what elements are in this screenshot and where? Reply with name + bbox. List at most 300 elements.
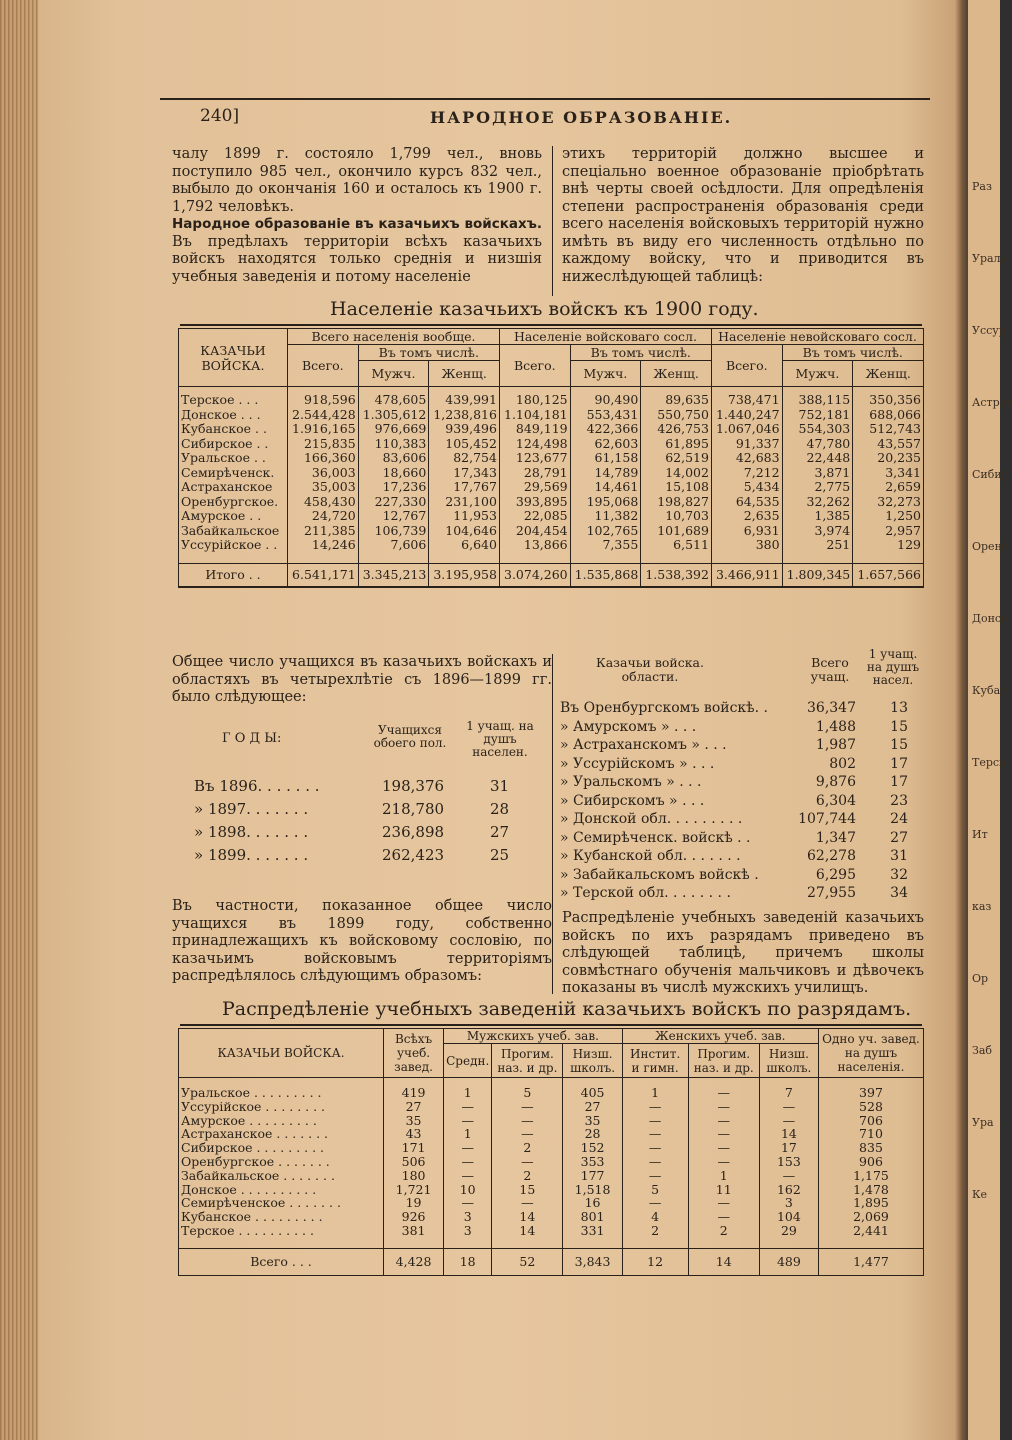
total-cell: 18 (444, 1248, 492, 1275)
value-cell: 61,895 (641, 437, 712, 452)
value-cell: 61,158 (570, 451, 641, 466)
value-cell: 5 (492, 1078, 563, 1100)
students-value: 262,423 (382, 846, 445, 864)
table-row (179, 1210, 924, 1224)
value-cell: 215,835 (288, 437, 359, 452)
area-students-value: 62,278 (807, 848, 856, 864)
institutions-table (178, 1028, 924, 1276)
area-students-value: 6,295 (815, 866, 856, 883)
value-cell: 2,069 (818, 1210, 923, 1224)
col-header-total: Всего. (288, 345, 359, 387)
area-students-value: 802 (829, 755, 856, 772)
value-cell: 10 (444, 1183, 492, 1197)
value-cell: 3,974 (782, 524, 853, 539)
army-name-cell: Семирѣченское . . . . . . . (179, 1196, 384, 1210)
table3-title: Распредѣленіе учебныхъ заведеній казачьихъ войскъ по разрядамъ. (222, 998, 912, 1020)
value-cell: 3,871 (782, 466, 853, 481)
value-cell: 6,931 (711, 524, 782, 539)
army-name-cell: Донское . . . . . . . . . . (179, 1183, 384, 1197)
ratio-value: 31 (490, 777, 510, 795)
value-cell: 204,454 (499, 524, 570, 539)
value-cell: — (759, 1114, 818, 1128)
column-divider (552, 146, 553, 296)
value-cell: 83,606 (358, 451, 429, 466)
value-cell: 1,250 (853, 509, 924, 524)
army-name-cell: Кубанское . . . . . . . . . (179, 1210, 384, 1224)
value-cell: 738,471 (711, 387, 782, 408)
table-row (179, 1155, 924, 1169)
adjacent-page-text: Донск (972, 612, 1008, 625)
value-cell: 7,355 (570, 538, 641, 563)
students-paragraph-2: Въ частности, показанное общее число учащихся въ 1899 году, собственно принадлежащихъ къ войсковому сословію, по казачьимъ войсковымъ территоріямъ распредѣлялось слѣдующимъ образомъ: (172, 898, 552, 984)
army-name-cell: Уральское . . (179, 451, 288, 466)
table-row (179, 509, 924, 524)
col-header-male: Мужч. (570, 361, 641, 387)
intro-paragraph-right: этихъ территорій должно высшее и спеціально военное образованіе пріобрѣтать внѣ черты своей осѣдлости. Для опредѣленія степени распространенія образованія среди всего населенія войсковыхъ территорій нужно имѣть въ виду его численность отдѣльно по каждому войску, что и приводится въ нижеслѣдующей таблицѣ: (562, 146, 924, 285)
area-students-value: 36,347 (807, 700, 856, 716)
total-row (179, 1248, 924, 1275)
adjacent-page-text: Уссур (972, 324, 1006, 337)
col-group-female-inst: Женскихъ учеб. зав. (622, 1029, 818, 1044)
value-cell: 1 (444, 1078, 492, 1100)
adjacent-page-text: каз (972, 900, 992, 913)
total-cell: 489 (759, 1248, 818, 1275)
total-cell: 3.195,958 (429, 563, 500, 587)
value-cell: 14,246 (288, 538, 359, 563)
value-cell: — (759, 1169, 818, 1183)
value-cell: 17,343 (429, 466, 500, 481)
value-cell: 1,385 (782, 509, 853, 524)
army-name-cell: Амурское . . (179, 509, 288, 524)
value-cell: — (622, 1196, 688, 1210)
value-cell: 43,557 (853, 437, 924, 452)
value-cell: 918,596 (288, 387, 359, 408)
table3-top-rule (180, 1024, 922, 1026)
value-cell: — (688, 1155, 759, 1169)
column-divider (552, 654, 553, 994)
value-cell: 22,448 (782, 451, 853, 466)
value-cell: 688,066 (853, 408, 924, 423)
value-cell: 11,382 (570, 509, 641, 524)
value-cell: 5,434 (711, 480, 782, 495)
value-cell: 180 (384, 1169, 444, 1183)
col-header-incl: Въ томъ числѣ. (358, 345, 499, 361)
value-cell: 2,635 (711, 509, 782, 524)
value-cell: 458,430 (288, 495, 359, 510)
value-cell: 506 (384, 1155, 444, 1169)
col-header-ratio: Одно уч. завед. на душъ населенія. (818, 1029, 923, 1078)
total-label: Итого . . (179, 563, 288, 587)
value-cell: 29,569 (499, 480, 570, 495)
value-cell: 32,262 (782, 495, 853, 510)
value-cell: 926 (384, 1210, 444, 1224)
value-cell: 90,490 (570, 387, 641, 408)
value-cell: 710 (818, 1127, 923, 1141)
value-cell: 2 (622, 1224, 688, 1248)
col-header-total: Всего. (711, 345, 782, 387)
value-cell: 1 (622, 1078, 688, 1100)
value-cell: 2.544,428 (288, 408, 359, 423)
value-cell: 62,519 (641, 451, 712, 466)
year-label: » 1898. . . . . . . (194, 823, 309, 841)
total-cell: 14 (688, 1248, 759, 1275)
army-name-cell: Астраханское . . . . . . . (179, 1127, 384, 1141)
value-cell: — (444, 1141, 492, 1155)
value-cell: 36,003 (288, 466, 359, 481)
page-header (160, 98, 930, 126)
value-cell: 1,175 (818, 1169, 923, 1183)
page-number: 240] (200, 106, 240, 126)
col-header-armies: КАЗАЧЬИ ВОЙСКА. (179, 329, 288, 387)
value-cell: — (492, 1114, 563, 1128)
col-header-progymn-f: Прогим. наз. и др. (688, 1044, 759, 1078)
total-cell: 6.541,171 (288, 563, 359, 587)
area-students-col-header: Всего учащ. (810, 655, 850, 684)
value-cell: 835 (818, 1141, 923, 1155)
section-heading: Народное образованіе въ казачьихъ войскахъ. (172, 216, 542, 232)
area-ratio-value: 24 (890, 811, 908, 827)
col-group-male-inst: Мужскихъ учеб. зав. (444, 1029, 623, 1044)
table-row (179, 480, 924, 495)
table-row (179, 495, 924, 510)
value-cell: 35,003 (288, 480, 359, 495)
students-left-column-2 (172, 898, 552, 986)
army-name-cell: Терское . . . . . . . . . . (179, 1224, 384, 1248)
value-cell: — (688, 1127, 759, 1141)
value-cell: 20,235 (853, 451, 924, 466)
adjacent-page-fragment (968, 0, 1012, 1440)
value-cell: 64,535 (711, 495, 782, 510)
value-cell: 7 (759, 1078, 818, 1100)
value-cell: 1,238,816 (429, 408, 500, 423)
value-cell: 198,827 (641, 495, 712, 510)
col-header-secondary: Средн. (444, 1044, 492, 1078)
value-cell: 19 (384, 1196, 444, 1210)
value-cell: 380 (711, 538, 782, 563)
value-cell: 1.440,247 (711, 408, 782, 423)
total-cell: 1.538,392 (641, 563, 712, 587)
students-value: 236,898 (382, 823, 445, 841)
value-cell: 478,605 (358, 387, 429, 408)
total-cell: 1.809,345 (782, 563, 853, 587)
value-cell: 27 (563, 1100, 622, 1114)
value-cell: 426,753 (641, 422, 712, 437)
area-ratio-value: 34 (890, 885, 908, 901)
value-cell: 5 (622, 1183, 688, 1197)
population-table (178, 328, 924, 588)
total-cell: 3,843 (563, 1248, 622, 1275)
value-cell: 2,957 (853, 524, 924, 539)
table-row (179, 524, 924, 539)
value-cell: 1.916,165 (288, 422, 359, 437)
area-label: » Донской обл. . . . . . . . . (560, 811, 743, 827)
value-cell: 512,743 (853, 422, 924, 437)
value-cell: 227,330 (358, 495, 429, 510)
value-cell: 11 (688, 1183, 759, 1197)
total-cell: 1.535,868 (570, 563, 641, 587)
ratio-value: 25 (490, 846, 510, 864)
value-cell: 2,441 (818, 1224, 923, 1248)
year-label: Въ 1896. . . . . . . (194, 777, 320, 795)
ratio-col-header: 1 учащ. на душъ населен. (466, 719, 534, 759)
value-cell: 28 (563, 1127, 622, 1141)
value-cell: — (759, 1100, 818, 1114)
area-label: » Астраханскомъ » . . . (560, 737, 727, 753)
value-cell: 1,721 (384, 1183, 444, 1197)
intro-left-column (172, 146, 542, 286)
value-cell: 14 (492, 1224, 563, 1248)
value-cell: 105,452 (429, 437, 500, 452)
table-row (179, 1183, 924, 1197)
value-cell: 1.067,046 (711, 422, 782, 437)
value-cell: 422,366 (570, 422, 641, 437)
value-cell: 7,606 (358, 538, 429, 563)
total-cell: 4,428 (384, 1248, 444, 1275)
table-row (179, 422, 924, 437)
col-header-female: Женщ. (641, 361, 712, 387)
army-name-cell: Уральское . . . . . . . . . (179, 1078, 384, 1100)
army-name-cell: Терское . . . (179, 387, 288, 408)
adjacent-page-text: Терск (972, 756, 1006, 769)
col-header-armies: КАЗАЧЬИ ВОЙСКА. (179, 1029, 384, 1078)
value-cell: 180,125 (499, 387, 570, 408)
value-cell: 91,337 (711, 437, 782, 452)
table1-top-rule (180, 324, 922, 326)
value-cell: 3 (444, 1210, 492, 1224)
value-cell: 554,303 (782, 422, 853, 437)
students-col-header: Учащихся обоего пол. (373, 723, 447, 750)
adjacent-page-text: Раз (972, 180, 992, 193)
value-cell: 251 (782, 538, 853, 563)
area-students-value: 6,304 (815, 792, 856, 809)
value-cell: 3 (444, 1224, 492, 1248)
value-cell: 2 (492, 1169, 563, 1183)
area-ratio-col-header: 1 учащ. на душъ насел. (866, 647, 920, 687)
total-cell: 12 (622, 1248, 688, 1275)
adjacent-page-text: Сибир (972, 468, 1009, 481)
army-name-cell: Сибирское . . . . . . . . . (179, 1141, 384, 1155)
total-cell: 3.466,911 (711, 563, 782, 587)
table-row (179, 437, 924, 452)
value-cell: 110,383 (358, 437, 429, 452)
value-cell: 82,754 (429, 451, 500, 466)
value-cell: 2 (492, 1141, 563, 1155)
value-cell: 177 (563, 1169, 622, 1183)
value-cell: 2,659 (853, 480, 924, 495)
army-name-cell: Сибирское . . (179, 437, 288, 452)
value-cell: 129 (853, 538, 924, 563)
adjacent-page-text: Ура (972, 1116, 994, 1129)
value-cell: 6,640 (429, 538, 500, 563)
army-name-cell: Оренбургское . . . . . . . (179, 1155, 384, 1169)
value-cell: 1,895 (818, 1196, 923, 1210)
value-cell: 17 (759, 1141, 818, 1155)
value-cell: 15 (492, 1183, 563, 1197)
value-cell: 195,068 (570, 495, 641, 510)
value-cell: 1,518 (563, 1183, 622, 1197)
book-page (160, 88, 930, 1348)
area-students-value: 1,987 (815, 737, 856, 753)
area-students-value: 107,744 (798, 811, 856, 827)
value-cell: — (492, 1127, 563, 1141)
value-cell: 14,461 (570, 480, 641, 495)
army-name-cell: Оренбургское. (179, 495, 288, 510)
area-students-value: 1,488 (815, 718, 856, 735)
value-cell: — (444, 1155, 492, 1169)
value-cell: 153 (759, 1155, 818, 1169)
students-left-column (172, 654, 552, 707)
area-ratio-value: 31 (890, 848, 908, 864)
col-header-female: Женщ. (429, 361, 500, 387)
table-row (179, 1127, 924, 1141)
value-cell: 353 (563, 1155, 622, 1169)
area-label: » Сибирскомъ » . . . (560, 792, 705, 809)
value-cell: 528 (818, 1100, 923, 1114)
value-cell: 101,689 (641, 524, 712, 539)
value-cell: — (492, 1196, 563, 1210)
value-cell: 1.305,612 (358, 408, 429, 423)
value-cell: — (622, 1114, 688, 1128)
table1-title: Населеніе казачьихъ войскъ къ 1900 году. (330, 298, 759, 320)
value-cell: 16 (563, 1196, 622, 1210)
area-label: » Терской обл. . . . . . . . (560, 885, 731, 901)
value-cell: 381 (384, 1224, 444, 1248)
army-name-cell: Донское . . . (179, 408, 288, 423)
value-cell: 405 (563, 1078, 622, 1100)
army-name-cell: Уссурійское . . (179, 538, 288, 563)
area-ratio-value: 15 (890, 737, 908, 753)
value-cell: 42,683 (711, 451, 782, 466)
value-cell: 32,273 (853, 495, 924, 510)
total-cell: 1,477 (818, 1248, 923, 1275)
area-label: » Кубанской обл. . . . . . . (560, 848, 741, 864)
table-row (179, 387, 924, 408)
value-cell: 906 (818, 1155, 923, 1169)
area-ratio-value: 17 (890, 755, 908, 772)
col-header-lower-f: Низш. школъ. (759, 1044, 818, 1078)
value-cell: 1 (444, 1127, 492, 1141)
value-cell: 124,498 (499, 437, 570, 452)
value-cell: 752,181 (782, 408, 853, 423)
students-value: 198,376 (382, 777, 445, 795)
value-cell: — (622, 1100, 688, 1114)
value-cell: 13,866 (499, 538, 570, 563)
value-cell: 62,603 (570, 437, 641, 452)
value-cell: 388,115 (782, 387, 853, 408)
value-cell: 123,677 (499, 451, 570, 466)
value-cell: 553,431 (570, 408, 641, 423)
col-header-institutes: Инстит. и гимн. (622, 1044, 688, 1078)
value-cell: 211,385 (288, 524, 359, 539)
value-cell: 35 (563, 1114, 622, 1128)
total-label: Всего . . . (179, 1248, 384, 1275)
value-cell: 397 (818, 1078, 923, 1100)
value-cell: — (688, 1141, 759, 1155)
total-row (179, 563, 924, 587)
value-cell: — (492, 1100, 563, 1114)
value-cell: — (688, 1210, 759, 1224)
value-cell: 22,085 (499, 509, 570, 524)
col-header-incl: Въ томъ числѣ. (570, 345, 711, 361)
value-cell: 12,767 (358, 509, 429, 524)
value-cell: 1,478 (818, 1183, 923, 1197)
value-cell: 393,895 (499, 495, 570, 510)
area-ratio-value: 32 (890, 866, 908, 883)
col-header-female: Женщ. (853, 361, 924, 387)
value-cell: 27 (384, 1100, 444, 1114)
value-cell: 11,953 (429, 509, 500, 524)
ratio-value: 28 (490, 800, 510, 818)
area-label: » Забайкальскомъ войскѣ . (560, 866, 759, 883)
value-cell: 18,660 (358, 466, 429, 481)
students-value: 218,780 (382, 800, 445, 818)
area-students-value: 9,876 (815, 774, 856, 790)
value-cell: 350,356 (853, 387, 924, 408)
value-cell: 15,108 (641, 480, 712, 495)
value-cell: 14,789 (570, 466, 641, 481)
value-cell: 89,635 (641, 387, 712, 408)
army-name-cell: Астраханское (179, 480, 288, 495)
army-name-cell: Кубанское . . (179, 422, 288, 437)
adjacent-page-text: Ор (972, 972, 989, 985)
table-row (179, 1141, 924, 1155)
table-row (179, 408, 924, 423)
value-cell: 439,991 (429, 387, 500, 408)
col-header-all-inst: Всѣхъ учеб. завед. (384, 1029, 444, 1078)
intro-paragraph-2: Въ предѣлахъ территоріи всѣхъ казачьихъ войскъ находятся только среднія и низшія учебныя заведенія и потому населеніе (172, 233, 542, 285)
value-cell: 47,780 (782, 437, 853, 452)
table-row (179, 466, 924, 481)
value-cell: 17,236 (358, 480, 429, 495)
value-cell: 3,341 (853, 466, 924, 481)
value-cell: — (444, 1114, 492, 1128)
army-name-cell: Забайкальское (179, 524, 288, 539)
distribution-paragraph-column (562, 910, 924, 998)
army-name-cell: Уссурійское . . . . . . . . (179, 1100, 384, 1114)
value-cell: 6,511 (641, 538, 712, 563)
running-head: НАРОДНОЕ ОБРАЗОВАНІЕ. (430, 108, 733, 127)
area-students-value: 1,347 (815, 829, 856, 846)
adjacent-page-text: Ке (972, 1188, 988, 1201)
value-cell: 4 (622, 1210, 688, 1224)
intro-right-column (562, 146, 924, 286)
area-label: » Уссурійскомъ » . . . (560, 755, 715, 772)
value-cell: 14 (492, 1210, 563, 1224)
value-cell: — (622, 1155, 688, 1169)
value-cell: 43 (384, 1127, 444, 1141)
value-cell: — (622, 1141, 688, 1155)
area-label: » Семирѣченск. войскѣ . . (560, 829, 751, 846)
col-group-all: Всего населенія вообще. (288, 329, 500, 345)
year-label: » 1897. . . . . . . (194, 800, 309, 818)
value-cell: 17,767 (429, 480, 500, 495)
total-cell: 52 (492, 1248, 563, 1275)
years-col-header: Г О Д Ы: (222, 731, 282, 746)
students-paragraph: Общее число учащихся въ казачьихъ войскахъ и областяхъ въ четырехлѣтіе съ 1896—1899 гг. было слѣдующее: (172, 654, 552, 705)
value-cell: — (688, 1078, 759, 1100)
col-header-incl: Въ томъ числѣ. (782, 345, 923, 361)
value-cell: — (622, 1169, 688, 1183)
adjacent-page-text: Заб (972, 1044, 993, 1057)
intro-paragraph: чалу 1899 г. состояло 1,799 чел., вновь поступило 985 чел., окончило курсъ 832 чел., выбыло до окончанія 160 и осталось къ 1900 г. 1,792 человѣкъ. (172, 146, 542, 215)
value-cell: 7,212 (711, 466, 782, 481)
area-ratio-value: 23 (890, 792, 908, 809)
adjacent-page-text: Кубан (972, 684, 1008, 697)
adjacent-page-text: Оренб (972, 540, 1009, 553)
value-cell: 14,002 (641, 466, 712, 481)
area-label: » Амурскомъ » . . . (560, 718, 697, 735)
book-page-edges (0, 0, 38, 1440)
